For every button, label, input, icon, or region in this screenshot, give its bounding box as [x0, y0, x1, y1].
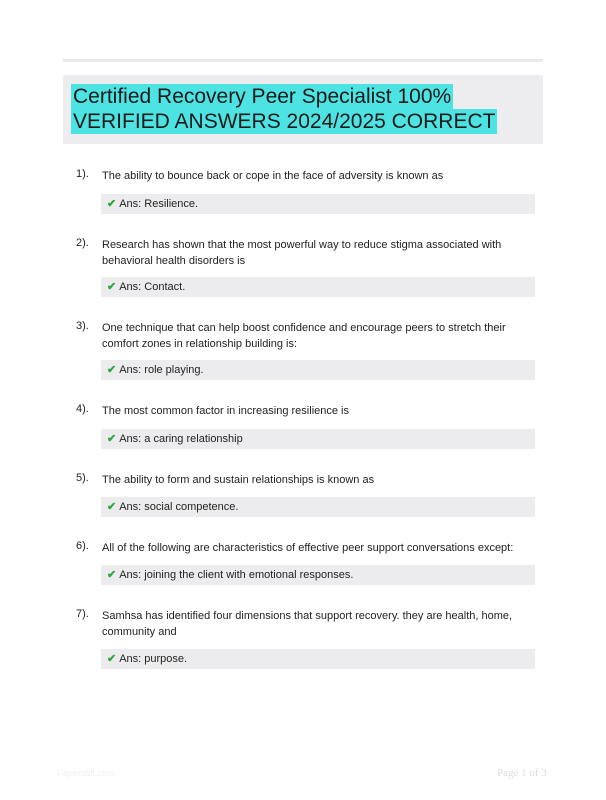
answer-text: Ans: Contact. — [119, 281, 186, 293]
check-icon: ✔ — [107, 364, 117, 376]
answer-text: Ans: joining the client with emotional responses. — [119, 569, 354, 581]
document-title — [71, 84, 531, 134]
answer-text: Ans: Resilience. — [119, 198, 199, 210]
question-number: 6). — [76, 540, 89, 552]
question-text: Research has shown that the most powerful way to reduce stigma associated with behavioral health disorders is — [102, 239, 502, 267]
answer-box — [101, 360, 535, 380]
question-number: 3). — [76, 320, 89, 332]
question-text: One technique that can help boost confidence and encourage peers to stretch their comfort zones in relationship building is: — [102, 322, 506, 350]
footer-watermark: Papersbit.com — [57, 768, 115, 778]
check-icon: ✔ — [107, 653, 117, 665]
question-number: 5). — [76, 472, 89, 484]
top-divider — [63, 59, 543, 62]
question-number: 7). — [76, 608, 89, 620]
answer-box — [101, 565, 535, 585]
answer-text: Ans: social competence. — [119, 501, 239, 513]
question-number: 1). — [76, 168, 89, 180]
page-number: Page 1 of 3 — [497, 767, 547, 779]
answer-text: Ans: role playing. — [119, 364, 204, 376]
title-text: Certified Recovery Peer Specialist 100% VERIFIED ANSWERS 2024/2025 CORRECT — [73, 85, 496, 133]
question-text: The ability to form and sustain relationships is known as — [102, 474, 375, 486]
check-icon: ✔ — [107, 501, 117, 513]
check-icon: ✔ — [107, 433, 117, 445]
answer-text: Ans: purpose. — [119, 653, 188, 665]
answer-box — [101, 194, 535, 214]
answer-box — [101, 497, 535, 517]
check-icon: ✔ — [107, 281, 117, 293]
question-text: All of the following are characteristics of effective peer support conversations except: — [102, 542, 514, 554]
question-number: 2). — [76, 237, 89, 249]
question-text: The most common factor in increasing resilience is — [102, 405, 349, 417]
check-icon: ✔ — [107, 198, 117, 210]
answer-text: Ans: a caring relationship — [119, 433, 243, 445]
question-text: The ability to bounce back or cope in the face of adversity is known as — [102, 170, 444, 182]
answer-box — [101, 429, 535, 449]
question-number: 4). — [76, 403, 89, 415]
question-text: Samhsa has identified four dimensions that support recovery. they are health, home, community and — [102, 610, 513, 638]
answer-box — [101, 649, 535, 669]
answer-box — [101, 277, 535, 297]
check-icon: ✔ — [107, 569, 117, 581]
